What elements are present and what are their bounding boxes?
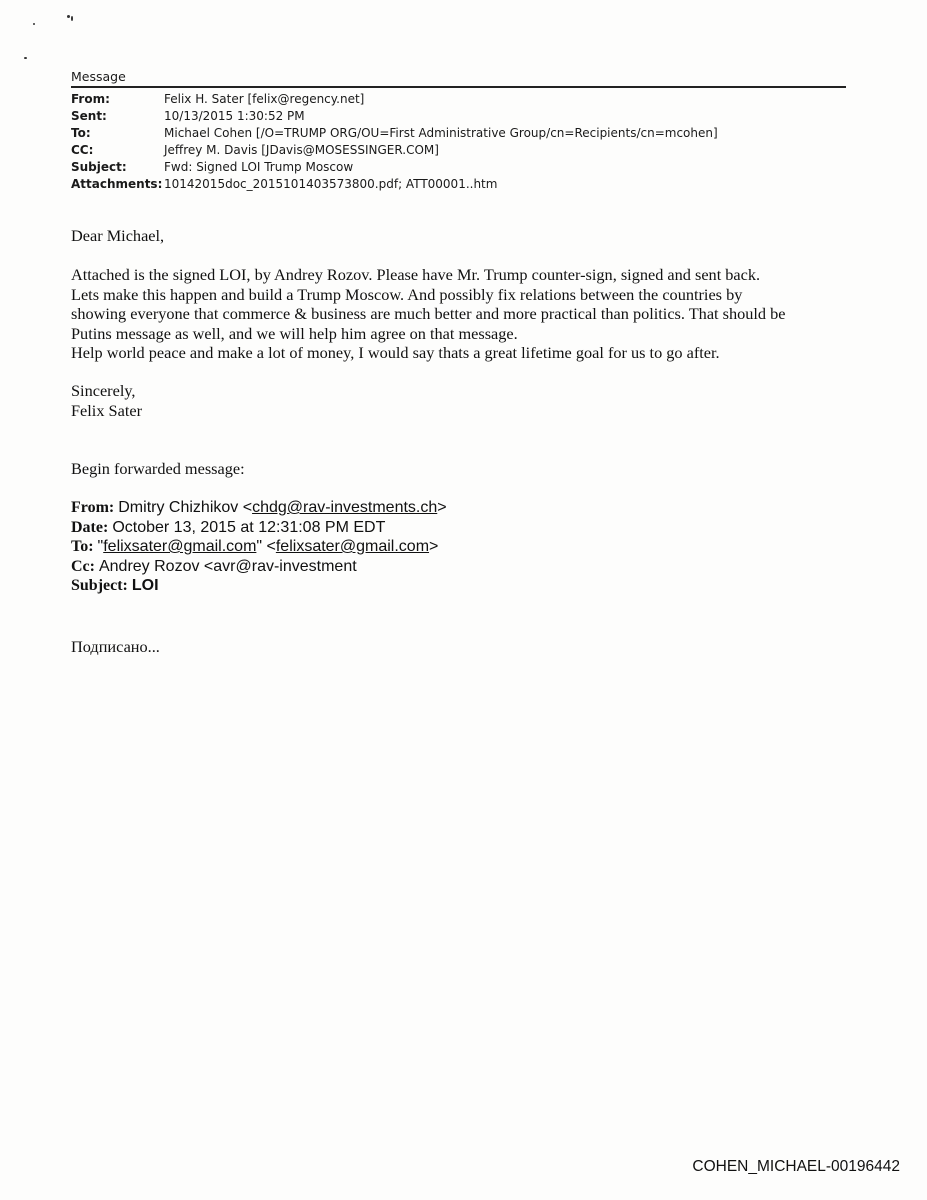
body-line: Putins message as well, and we will help him agree on that message. [71,323,518,343]
header-value: Fwd: Signed LOI Trump Moscow [164,160,354,174]
scan-speck [71,16,73,21]
header-row-to [71,125,846,142]
fwd-from-row [71,498,846,518]
fwd-to-email-link[interactable]: felixsater@gmail.com [275,538,430,555]
sign-off [71,381,846,420]
fwd-to-display-link[interactable]: felixsater@gmail.com [103,538,257,555]
fwd-cc-row [71,557,846,577]
fwd-from-close: > [437,499,447,516]
header-row-cc [71,142,846,159]
fwd-subject-value: LOI [131,577,159,594]
header-value: Jeffrey M. Davis [JDavis@MOSESSINGER.COM] [164,143,439,157]
header-label: Attachments: [71,177,163,191]
attachment-list: 10142015doc_2015101403573800.pdf; ATT00001..htm [164,177,498,191]
header-row-attachments [71,176,846,193]
fwd-from-name: Dmitry Chizhikov < [118,499,253,516]
message-body [71,265,846,363]
bates-number: COHEN_MICHAEL-00196442 [692,1158,900,1175]
greeting: Dear Michael, [71,226,165,245]
fwd-date-value: October 13, 2015 at 12:31:08 PM EDT [112,518,386,536]
fwd-cc-label: Cc: [71,557,95,575]
header-row-subject [71,159,846,176]
fwd-from-email-link[interactable]: chdg@rav-investments.ch [252,499,438,516]
fwd-to-label: To: [71,538,94,555]
fwd-to-close: > [429,538,439,555]
header-value: 10/13/2015 1:30:52 PM [164,109,305,123]
header-row-sent [71,108,846,125]
forwarded-body: Подписано... [71,637,160,656]
forwarded-header [71,498,846,596]
body-line: Attached is the signed LOI, by Andrey Rozov. Please have Mr. Trump counter-sign, signed and sent back. [71,265,761,284]
scan-speck [24,57,27,59]
header-label: From: [71,92,110,106]
fwd-subject-label: Subject: [71,577,128,594]
scan-speck [33,23,35,25]
fwd-cc-value: Andrey Rozov <avr@rav-investment [98,557,357,575]
email-header [71,68,846,193]
header-row-from [71,91,846,108]
forward-intro: Begin forwarded message: [71,459,245,478]
fwd-to-mid: " < [256,538,276,555]
header-label: CC: [71,143,94,157]
header-label: To: [71,126,91,140]
fwd-to-row [71,537,846,557]
signature: Felix Sater [71,400,142,420]
header-value: Michael Cohen [/O=TRUMP ORG/OU=First Administrative Group/cn=Recipients/cn=mcohen] [164,126,718,140]
closing: Sincerely, [71,381,136,400]
header-label: Sent: [71,109,107,123]
header-value: Felix H. Sater [felix@regency.net] [164,92,365,106]
body-line: Help world peace and make a lot of money, I would say thats a great lifetime goal for us to go after. [71,343,720,362]
fwd-to-quote: " [97,538,104,555]
header-label: Subject: [71,160,127,174]
body-line: showing everyone that commerce & business are much better and more practical than politics. That should be [71,304,786,323]
scan-speck [67,15,70,18]
fwd-date-label: Date: [71,518,109,536]
fwd-date-row [71,518,846,538]
fwd-from-label: From: [71,499,115,516]
body-line: Lets make this happen and build a Trump Moscow. And possibly fix relations between the countries by [71,284,743,304]
fwd-subject-row [71,576,846,596]
message-label: Message [71,68,846,88]
